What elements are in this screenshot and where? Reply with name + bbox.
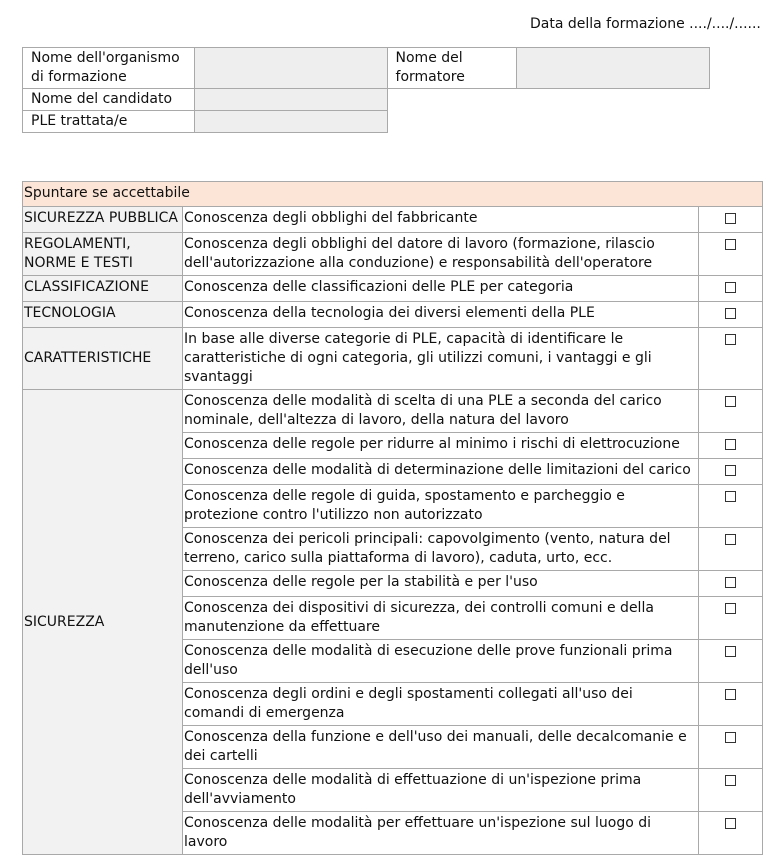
checkbox-icon[interactable] [725,308,736,319]
checkbox-icon[interactable] [725,689,736,700]
training-date: Data della formazione ..../..../...... [530,16,761,32]
criterion-text: Conoscenza dei pericoli principali: capovolgimento (vento, natura del terreno, carico sulla piattaforma di lavoro), caduta, urto, ecc. [183,528,699,571]
criterion-text: Conoscenza delle modalità di effettuazione di un'ispezione prima dell'avviamento [183,769,699,812]
organismo-input[interactable] [195,48,387,89]
accept-checkbox-cell[interactable] [699,571,763,597]
criterion-text: Conoscenza delle regole per la stabilità e per l'uso [183,571,699,597]
category-cell: CLASSIFICAZIONE [23,276,183,302]
checkbox-icon[interactable] [725,213,736,224]
criterion-text: Conoscenza delle regole di guida, spostamento e parcheggio e protezione contro l'utilizzo non autorizzato [183,485,699,528]
checklist-row [23,276,763,302]
accept-checkbox-cell[interactable] [699,433,763,459]
candidato-label: Nome del candidato [23,89,195,111]
checkbox-icon[interactable] [725,732,736,743]
info-table [22,47,710,133]
checkbox-icon[interactable] [725,491,736,502]
ple-label: PLE trattata/e [23,111,195,133]
criterion-text: Conoscenza della funzione e dell'uso dei manuali, delle decalcomanie e dei cartelli [183,726,699,769]
criterion-text: Conoscenza delle modalità di esecuzione delle prove funzionali prima dell'uso [183,640,699,683]
checkbox-icon[interactable] [725,775,736,786]
accept-checkbox-cell[interactable] [699,459,763,485]
accept-checkbox-cell[interactable] [699,390,763,433]
accept-checkbox-cell[interactable] [699,302,763,328]
accept-checkbox-cell[interactable] [699,328,763,390]
criterion-text: Conoscenza delle classificazioni delle PLE per categoria [183,276,699,302]
accept-checkbox-cell[interactable] [699,528,763,571]
checkbox-icon[interactable] [725,577,736,588]
criterion-text: Conoscenza delle modalità di scelta di una PLE a seconda del carico nominale, dell'altezza di lavoro, della natura del lavoro [183,390,699,433]
checkbox-icon[interactable] [725,334,736,345]
checkbox-icon[interactable] [725,396,736,407]
criterion-text: Conoscenza delle modalità di determinazione delle limitazioni del carico [183,459,699,485]
criterion-text: Conoscenza della tecnologia dei diversi elementi della PLE [183,302,699,328]
checklist-row [23,207,763,233]
candidato-input[interactable] [195,89,387,111]
criterion-text: Conoscenza delle regole per ridurre al minimo i rischi di elettrocuzione [183,433,699,459]
criterion-text: In base alle diverse categorie di PLE, capacità di identificare le caratteristiche di ogni categoria, gli utilizzi comuni, i vantaggi e gli svantaggi [183,328,699,390]
checklist-row [23,390,763,433]
checkbox-icon[interactable] [725,282,736,293]
checkbox-icon[interactable] [725,465,736,476]
checkbox-icon[interactable] [725,439,736,450]
accept-checkbox-cell[interactable] [699,683,763,726]
ple-input[interactable] [195,111,387,133]
checklist-row [23,302,763,328]
organismo-label: Nome dell'organismo di formazione [23,48,195,89]
accept-checkbox-cell[interactable] [699,207,763,233]
category-cell: SICUREZZA [23,390,183,855]
category-cell: CARATTERISTICHE [23,328,183,390]
checkbox-icon[interactable] [725,239,736,250]
accept-checkbox-cell[interactable] [699,233,763,276]
accept-checkbox-cell[interactable] [699,597,763,640]
accept-checkbox-cell[interactable] [699,812,763,855]
checklist-table [22,181,763,855]
formatore-label: Nome del formatore [387,48,516,89]
checkbox-icon[interactable] [725,818,736,829]
accept-checkbox-cell[interactable] [699,769,763,812]
checklist-row [23,328,763,390]
checkbox-icon[interactable] [725,646,736,657]
category-cell: REGOLAMENTI, NORME E TESTI [23,233,183,276]
checkbox-icon[interactable] [725,603,736,614]
criterion-text: Conoscenza degli ordini e degli spostamenti collegati all'uso dei comandi di emergenza [183,683,699,726]
formatore-input[interactable] [516,48,709,89]
criterion-text: Conoscenza delle modalità per effettuare un'ispezione sul luogo di lavoro [183,812,699,855]
category-cell: TECNOLOGIA [23,302,183,328]
criterion-text: Conoscenza degli obblighi del fabbricante [183,207,699,233]
accept-checkbox-cell[interactable] [699,276,763,302]
checklist-header: Spuntare se accettabile [23,182,763,207]
checkbox-icon[interactable] [725,534,736,545]
accept-checkbox-cell[interactable] [699,726,763,769]
accept-checkbox-cell[interactable] [699,485,763,528]
criterion-text: Conoscenza degli obblighi del datore di lavoro (formazione, rilascio dell'autorizzazione alla conduzione) e responsabilità dell'operatore [183,233,699,276]
criterion-text: Conoscenza dei dispositivi di sicurezza, dei controlli comuni e della manutenzione da effettuare [183,597,699,640]
checklist-row [23,233,763,276]
category-cell: SICUREZZA PUBBLICA [23,207,183,233]
accept-checkbox-cell[interactable] [699,640,763,683]
